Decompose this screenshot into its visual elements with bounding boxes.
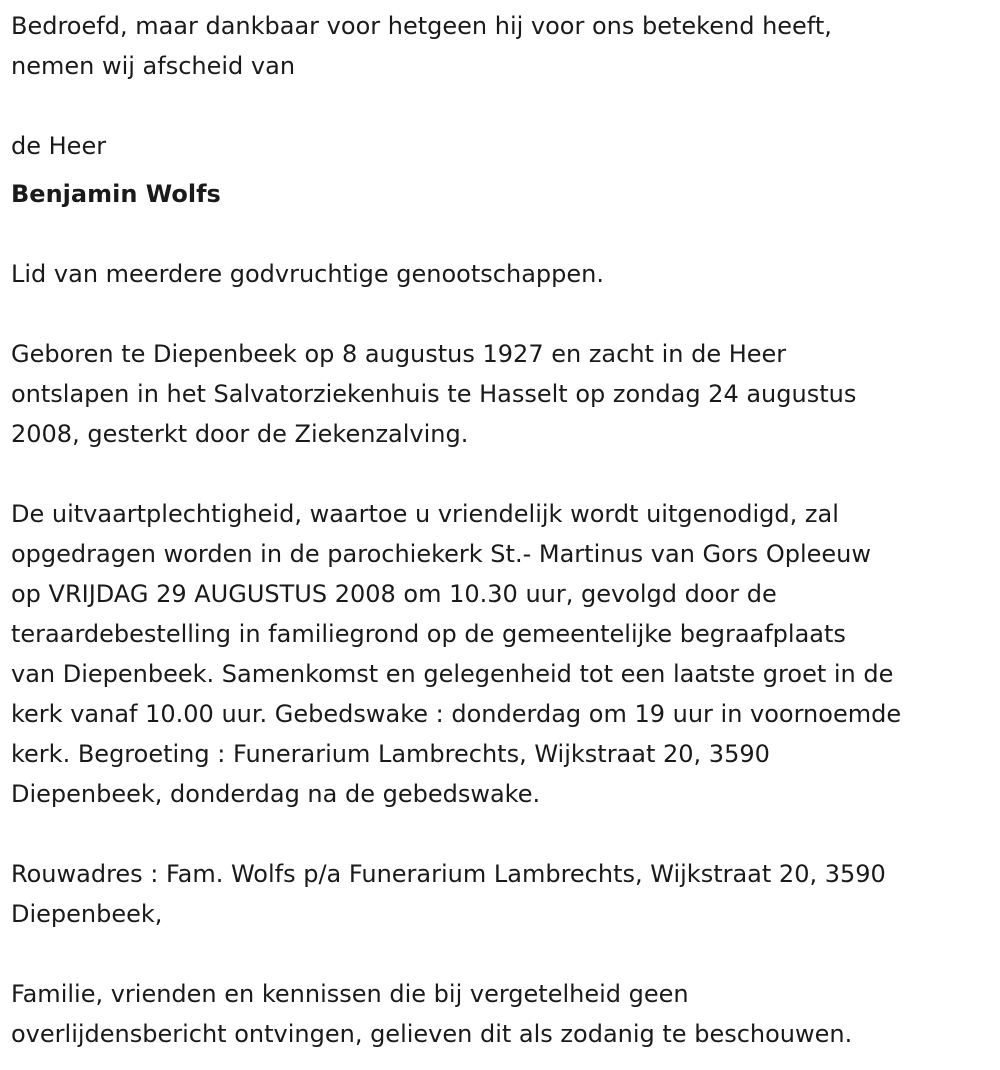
membership-paragraph: Lid van meerdere godvruchtige genootschappen. xyxy=(11,260,604,288)
funeral-paragraph: De uitvaartplechtigheid, waartoe u vriendelijk wordt uitgenodigd, zal opgedragen worden in de parochiekerk St.- Martinus van Gors Opleeuw op VRIJDAG 29 AUGUSTUS 2008 om 10.30 uur, gevolgd door de teraardebestelling in familiegrond op de gemeentelijke begraafplaats van Diepenbeek. Samenkomst en gelegenheid tot een laatste groet in de kerk vanaf 10.00 uur. Gebedswake : donderdag om 19 uur in voornoemde kerk. Begroeting : Funerarium Lambrechts, Wijkstraat 20, 3590 Diepenbeek, donderdag na de gebedswake. xyxy=(11,500,902,808)
honorific-title: de Heer xyxy=(11,132,107,160)
birth-death-paragraph: Geboren te Diepenbeek op 8 augustus 1927 en zacht in de Heer ontslapen in het Salvatorziekenhuis te Hasselt op zondag 24 augustus 2008, gesterkt door de Ziekenzalving. xyxy=(11,340,857,448)
mourning-address-paragraph: Rouwadres : Fam. Wolfs p/a Funerarium Lambrechts, Wijkstraat 20, 3590 Diepenbeek, xyxy=(11,860,886,928)
intro-paragraph: Bedroefd, maar dankbaar voor hetgeen hij voor ons betekend heeft, nemen wij afscheid van xyxy=(11,12,832,80)
deceased-name: Benjamin Wolfs xyxy=(11,180,221,208)
closing-paragraph: Familie, vrienden en kennissen die bij vergetelheid geen overlijdensbericht ontvingen, gelieven dit als zodanig te beschouwen. xyxy=(11,980,853,1048)
